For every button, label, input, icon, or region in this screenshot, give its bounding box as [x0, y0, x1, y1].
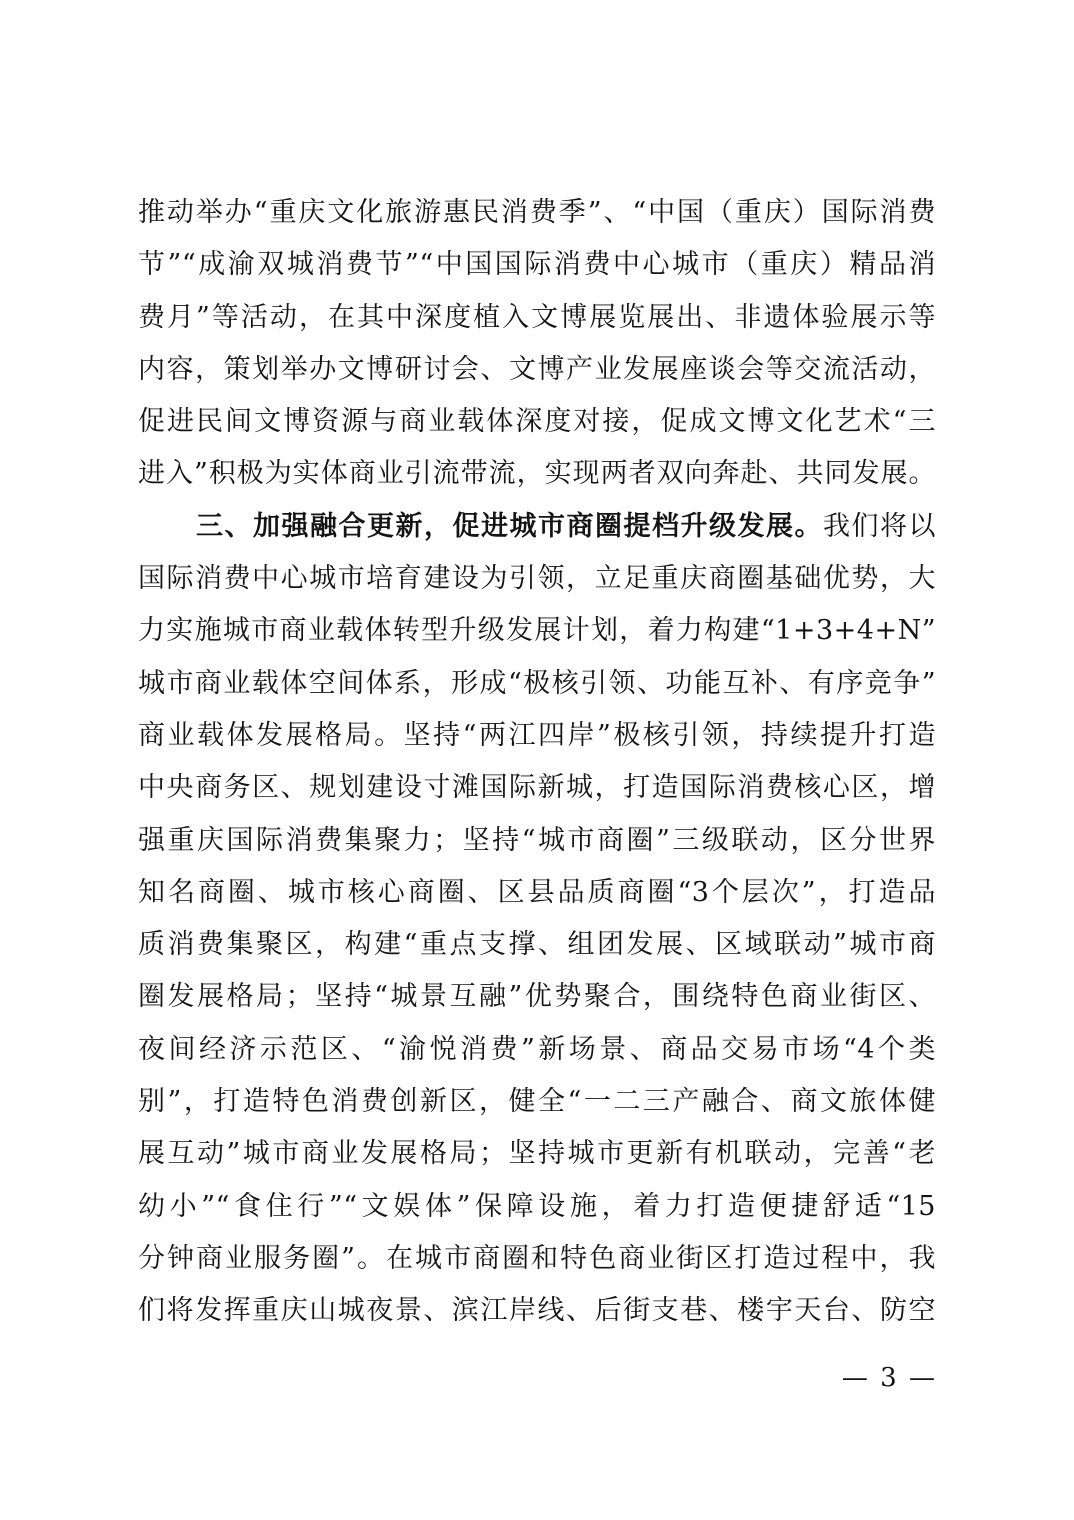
heading-text-segment: 三、加强融合更新，促进城市商圈提档升级发展。 [196, 510, 823, 542]
body-text-segment: 们将发挥重庆山城夜景、滨江岸线、后街支巷、楼宇天台、防空 [138, 1295, 936, 1327]
body-text-segment: 费月”等活动，在其中深度植入文博展览展出、非遗体验展示等 [138, 301, 936, 333]
text-line [138, 344, 936, 396]
body-text-segment: 促进民间文博资源与商业载体深度对接，促成文博文化艺术“三 [138, 406, 936, 438]
text-line [138, 658, 936, 710]
body-text-segment: 质消费集聚区，构建“重点支撑、组团发展、区域联动”城市商 [138, 929, 936, 961]
text-line [138, 762, 936, 814]
text-line [138, 1128, 936, 1180]
body-text-segment: 幼小”“食住行”“文娱体”保障设施，着力打造便捷舒适“15 [138, 1190, 936, 1222]
page-number: — 3 — [841, 1363, 937, 1393]
text-line [138, 448, 936, 500]
text-line [138, 1233, 936, 1285]
text-line [138, 919, 936, 971]
body-text-segment: 知名商圈、城市核心商圈、区县品质商圈“3个层次”，打造品 [138, 876, 936, 908]
body-text-segment: 内容，策划举办文博研讨会、文博产业发展座谈会等交流活动， [138, 353, 936, 385]
text-line [138, 1076, 936, 1128]
text-line [138, 710, 936, 762]
body-text-segment: 推动举办“重庆文化旅游惠民消费季”、“中国（重庆）国际消费 [138, 197, 936, 228]
body-text-segment: 圈发展格局；坚持“城景互融”优势聚合，围绕特色商业街区、 [138, 981, 936, 1013]
body-text-segment: 进入”积极为实体商业引流带流，实现两者双向奔赴、共同发展。 [138, 458, 936, 490]
text-line [138, 501, 936, 553]
body-text-segment: 国际消费中心城市培育建设为引领，立足重庆商圈基础优势，大 [138, 563, 936, 595]
body-text-segment: 城市商业载体空间体系，形成“极核引领、功能互补、有序竞争” [138, 667, 936, 699]
text-line [138, 815, 936, 867]
text-line [138, 553, 936, 605]
text-line [138, 605, 936, 657]
text-line [138, 187, 936, 239]
body-text-segment: 展互动”城市商业发展格局；坚持城市更新有机联动，完善“老 [138, 1138, 936, 1170]
text-line [138, 867, 936, 919]
text-line [138, 1285, 936, 1337]
text-line [138, 1024, 936, 1076]
body-text-segment: 中央商务区、规划建设寸滩国际新城，打造国际消费核心区，增 [138, 772, 936, 804]
text-line [138, 1181, 936, 1233]
text-line [138, 292, 936, 344]
text-line [138, 239, 936, 291]
body-text-segment: 我们将以 [823, 510, 936, 542]
body-text-segment: 商业载体发展格局。坚持“两江四岸”极核引领，持续提升打造 [138, 719, 936, 751]
body-text [138, 187, 936, 1338]
body-text-segment: 分钟商业服务圈”。在城市商圈和特色商业街区打造过程中，我 [138, 1242, 936, 1274]
body-text-segment: 节”“成渝双城消费节”“中国国际消费中心城市（重庆）精品消 [138, 249, 936, 281]
body-text-segment: 别”，打造特色消费创新区，健全“一二三产融合、商文旅体健 [138, 1086, 936, 1118]
text-line [138, 396, 936, 448]
body-text-segment: 强重庆国际消费集聚力；坚持“城市商圈”三级联动，区分世界 [138, 824, 936, 856]
body-text-segment: 力实施城市商业载体转型升级发展计划，着力构建“1+3+4+N” [138, 615, 936, 647]
text-line [138, 971, 936, 1023]
body-text-segment: 夜间经济示范区、“渝悦消费”新场景、商品交易市场“4个类 [138, 1033, 936, 1065]
